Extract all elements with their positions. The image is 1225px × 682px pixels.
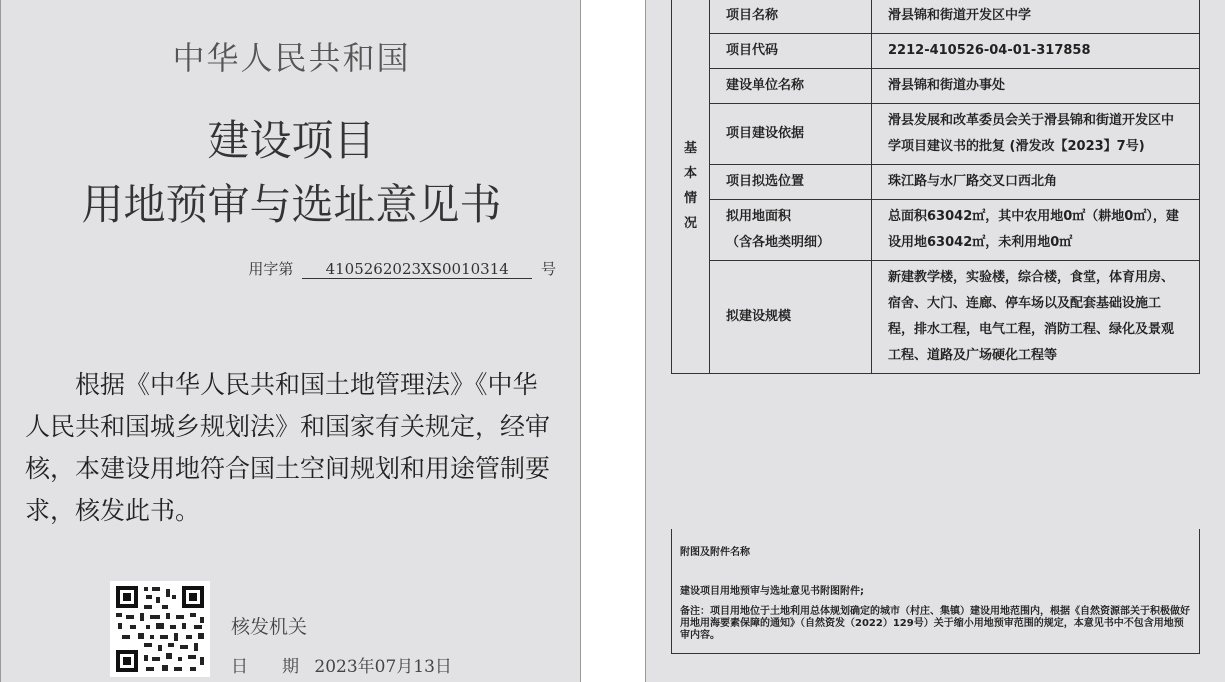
row-value: 滑县锦和街道开发区中学 xyxy=(872,0,1200,34)
table-row xyxy=(672,0,1200,34)
row-key: 项目拟选位置 xyxy=(710,165,872,200)
table-row xyxy=(672,34,1200,69)
row-value: 珠江路与水厂路交叉口西北角 xyxy=(872,165,1200,200)
table-row xyxy=(672,261,1200,374)
certificate-body-text: 根据《中华人民共和国土地管理法》《中华人民共和国城乡规划法》和国家有关规定，经审核，本建设用地符合国土空间规划和用途管制要求，核发此书。 xyxy=(25,370,551,525)
document-title-line1: 建设项目 xyxy=(207,116,376,165)
row-value: 2212-410526-04-01-317858 xyxy=(872,34,1200,69)
row-key: 建设单位名称 xyxy=(710,69,872,104)
table-row xyxy=(672,104,1200,165)
attachments-note: 备注：项目用地位于土地利用总体规划确定的城市（村庄、集镇）建设用地范围内，根据《自然资源部关于积极做好用地用海要素保障的通知》（自然资发（2022）129号）关于缩小用地预审范围的规定，本意见书中不包含用地预审内容。 xyxy=(680,606,1190,641)
document-title-line2: 用地预审与选址意见书 xyxy=(81,180,502,229)
attachments-title: 附图及附件名称 xyxy=(680,547,750,558)
row-key: 项目代码 xyxy=(710,34,872,69)
row-value: 新建教学楼，实验楼，综合楼，食堂，体育用房、宿舍、大门、连廊、停车场以及配套基础设施工程，排水工程，电气工程，消防工程、绿化及景观工程、道路及广场硬化工程等 xyxy=(872,261,1200,374)
row-value: 滑县锦和街道办事处 xyxy=(872,69,1200,104)
table-row xyxy=(672,165,1200,200)
details-page xyxy=(645,0,1225,682)
row-value: 总面积63042㎡，其中农用地0㎡（耕地0㎡），建设用地63042㎡，未利用地0㎡ xyxy=(872,200,1200,261)
issue-date-row xyxy=(231,652,452,677)
category-label: 基 本 情 况 xyxy=(684,141,698,231)
qr-code-icon xyxy=(110,581,210,677)
table-row xyxy=(672,69,1200,104)
row-value: 滑县发展和改革委员会关于滑县锦和街道开发区中学项目建议书的批复 (滑发改【2023】7号) xyxy=(872,104,1200,165)
attachments-item: 建设项目用地预审与选址意见书附图附件; xyxy=(680,586,864,597)
permit-suffix: 号 xyxy=(540,260,556,278)
country-name: 中华人民共和国 xyxy=(172,39,411,77)
row-key: 拟用地面积 （含各地类明细） xyxy=(710,200,872,261)
row-key: 项目名称 xyxy=(710,0,872,34)
permit-number-row xyxy=(248,258,556,279)
date-label: 日 期 xyxy=(231,657,299,677)
permit-prefix: 用字第 xyxy=(248,260,294,278)
date-value: 2023年07月13日 xyxy=(314,657,452,677)
basic-info-table xyxy=(671,0,1200,374)
table-row xyxy=(672,200,1200,261)
category-cell xyxy=(672,0,710,374)
certificate-page xyxy=(0,0,581,682)
permit-number: 4105262023XS0010314 xyxy=(302,260,532,279)
row-key: 项目建设依据 xyxy=(710,104,872,165)
row-key: 拟建设规模 xyxy=(710,261,872,374)
issuing-authority-label: 核发机关 xyxy=(231,616,308,638)
attachments-section xyxy=(671,529,1200,654)
